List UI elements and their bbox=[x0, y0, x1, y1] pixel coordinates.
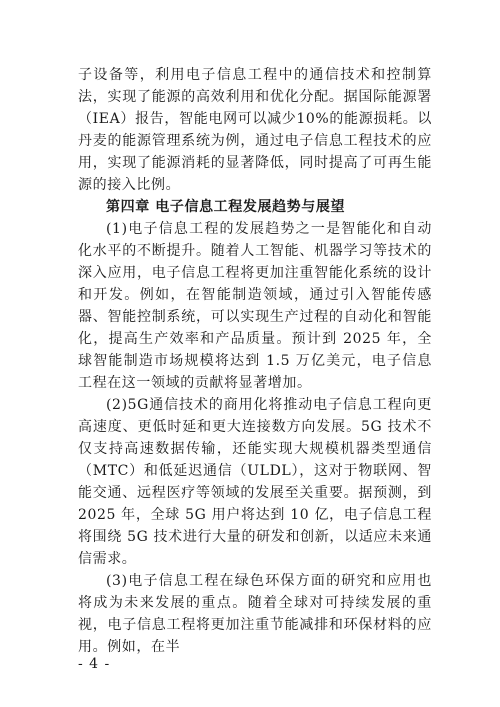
page-number: - 4 - bbox=[78, 656, 111, 672]
paragraph-1: (1)电子信息工程的发展趋势之一是智能化和自动化水平的不断提升。随着人工智能、机器学习等技术的深入应用，电子信息工程将更加注重智能化系统的设计和开发。例如，在智能制造领域，通过引入智能传感器、智能控制系统，可以实现生产过程的自动化和智能化，提高生产效率和产品质量。预计到 2025 年，全球智能制造市场规模将达到 1.5 万亿美元，电子信息工程在这一领域的贡献将显著增加。 bbox=[78, 221, 432, 391]
continuation-paragraph: 子设备等，利用电子信息工程中的通信技术和控制算法，实现了能源的高效利用和优化分配。据国际能源署（IEA）报告，智能电网可以减少10%的能源损耗。以丹麦的能源管理系统为例，通过电子信息工程技术的应用，实现了能源消耗的显著降低，同时提高了可再生能源的接入比例。 bbox=[78, 67, 432, 193]
chapter-heading: 第四章 电子信息工程发展趋势与展望 bbox=[106, 199, 346, 215]
paragraph-3: (3)电子信息工程在绿色环保方面的研究和应用也将成为未来发展的重点。随着全球对可持续发展的重视，电子信息工程将更加注重节能减排和环保材料的应用。例如，在半 bbox=[78, 573, 432, 655]
paragraph-2: (2)5G通信技术的商用化将推动电子信息工程向更高速度、更低时延和更大连接数方向发展。5G 技术不仅支持高速数据传输，还能实现大规模机器类型通信（MTC）和低延迟通信（ULDL），这对于物联网、智能交通、远程医疗等领域的发展至关重要。据预测，到 2025 年，全球 5G 用户将达到 10 亿，电子信息工程将围绕 5G 技术进行大量的研发和创新，以适应未来通信需求。 bbox=[78, 397, 432, 567]
page-content bbox=[78, 64, 432, 658]
